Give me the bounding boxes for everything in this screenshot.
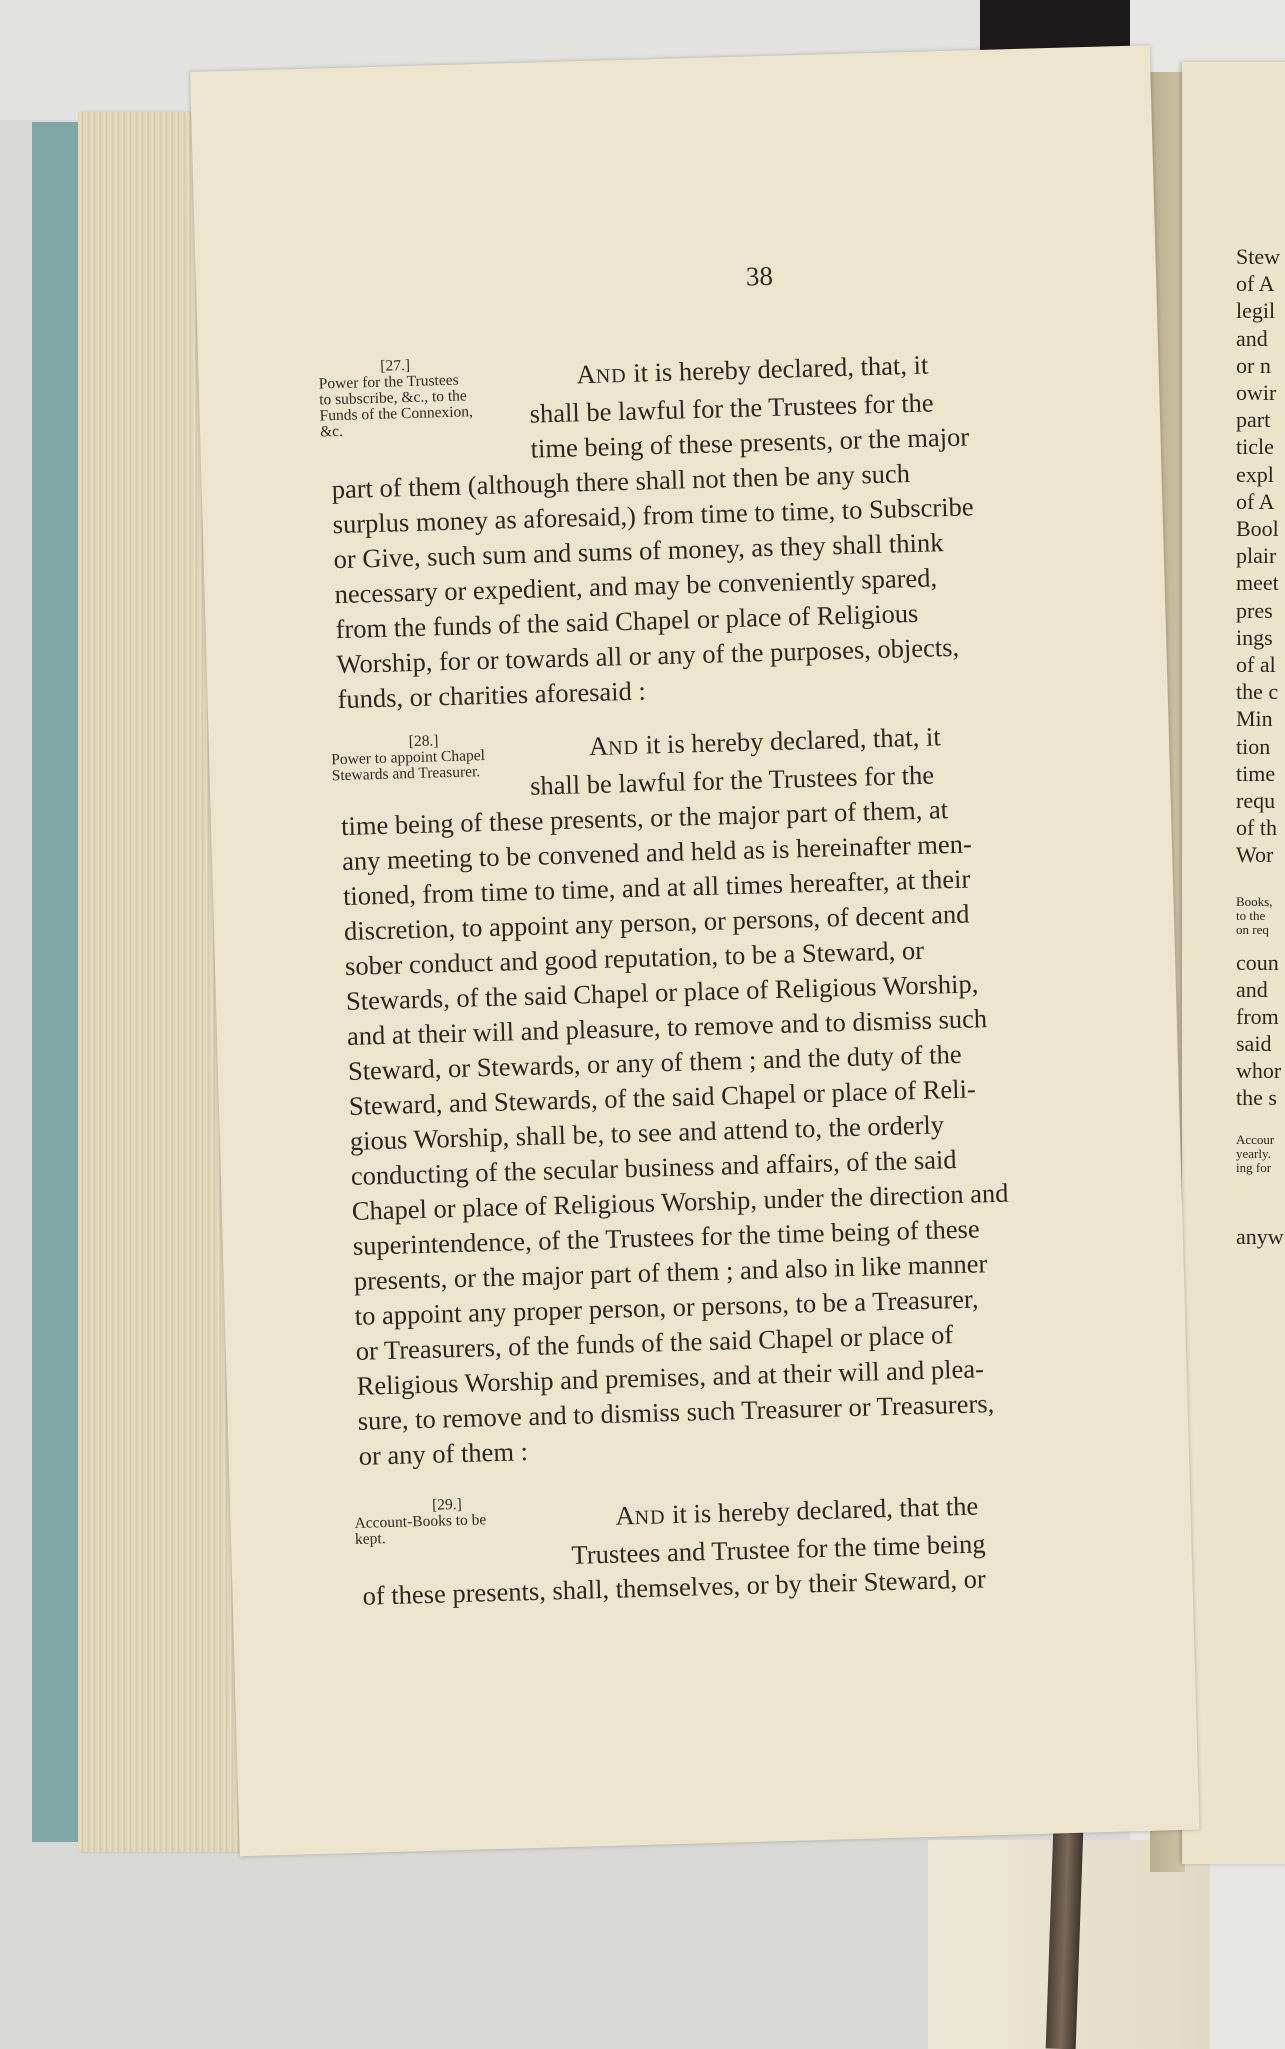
facing-text-line: Stew <box>1236 244 1280 269</box>
facing-text-line: Min <box>1236 706 1273 732</box>
sidenote-line: &c. <box>319 422 344 441</box>
section-29-text <box>360 1486 1063 1614</box>
text-line: sober conduct and good reputation, to be a Steward, or <box>344 934 925 982</box>
facing-sidenote-line: ing for <box>1236 1160 1272 1175</box>
section-27-text <box>328 345 1018 717</box>
text-line: of these presents, shall, themselves, or by their Steward, or <box>362 1563 987 1611</box>
facing-sidenote-line: Books, <box>1236 894 1273 909</box>
sidenote-number: [29.] <box>431 1495 463 1514</box>
text-line: Trustees and Trustee for the time being <box>571 1528 986 1570</box>
facing-text-line: of A <box>1236 271 1275 297</box>
facing-text-line: the c <box>1236 679 1279 705</box>
text-line: any meeting to be convened and held as is hereinafter men- <box>341 828 973 877</box>
text-line: sure, to remove and to dismiss such Treasurer or Treasurers, <box>357 1388 995 1436</box>
text-line: surplus money as aforesaid,) from time to time, to Subscribe <box>332 491 974 540</box>
text-line: part of them (although there shall not then be any such <box>331 458 911 505</box>
facing-page <box>1182 62 1285 1864</box>
text-line: time being of these presents, or the major <box>530 421 970 464</box>
sidenote-line: Power to appoint Chapel <box>331 747 486 769</box>
text-line: discretion, to appoint any person, or persons, of decent and <box>343 898 970 947</box>
facing-text-line: meet <box>1236 570 1279 596</box>
text-line: AND it is hereby declared, that the <box>615 1490 979 1531</box>
facing-text-line: expl <box>1236 461 1274 487</box>
sidenote-number: [27.] <box>380 356 411 375</box>
facing-text-line: and <box>1236 977 1268 1002</box>
text-line: AND it is hereby declared, that, it <box>576 349 929 390</box>
facing-text-line: legil <box>1236 298 1276 324</box>
facing-text-line: said <box>1236 1031 1272 1056</box>
text-line: to appoint any proper person, or persons, to be a Treasurer, <box>354 1283 979 1331</box>
sidenote-line: Power for the Trustees <box>318 371 459 393</box>
text-line: Steward, and Stewards, of the said Chapel or place of Reli- <box>348 1073 977 1121</box>
facing-sidenote-line: to the <box>1236 908 1266 923</box>
text-line: from the funds of the said Chapel or place of Religious <box>335 597 919 645</box>
facing-text-line: tion <box>1236 733 1271 759</box>
facing-text-line: plair <box>1236 543 1277 569</box>
facing-text-line: of th <box>1236 815 1277 841</box>
text-line: tioned, from time to time, and at all times hereafter, at their <box>342 863 971 912</box>
text-line: shall be lawful for the Trustees for the <box>529 387 934 429</box>
text-line: Worship, for or towards all or any of the purposes, objects, <box>336 631 960 680</box>
facing-text-line: from <box>1236 1004 1279 1029</box>
facing-text-line: of A <box>1236 488 1275 514</box>
facing-text-line: or n <box>1236 352 1271 378</box>
facing-text-line: Wor <box>1236 842 1274 868</box>
text-line: Stewards, of the said Chapel or place of Religious Worship, <box>345 968 979 1017</box>
facing-text-line: coun <box>1236 950 1279 975</box>
main-page <box>190 45 1199 1856</box>
facing-sidenote-line: Accour <box>1236 1132 1275 1147</box>
sidenote-line: kept. <box>354 1530 386 1548</box>
facing-text-line: requ <box>1236 788 1276 813</box>
text-line: Religious Worship and premises, and at their will and plea- <box>356 1353 985 1401</box>
text-line: necessary or expedient, and may be conveniently spared, <box>334 562 938 610</box>
facing-text-line: and <box>1236 325 1268 351</box>
sidenote-line: Funds of the Connexion, <box>319 403 474 425</box>
facing-sidenote-line: on req <box>1236 922 1269 937</box>
text-line: time being of these presents, or the major part of them, at <box>340 794 949 842</box>
page-number: 38 <box>745 260 774 292</box>
text-line: Steward, or Stewards, or any of them ; and the duty of the <box>347 1038 962 1086</box>
text-line: shall be lawful for the Trustees for the <box>529 759 935 801</box>
sidenote-number: [28.] <box>408 732 439 751</box>
sidenote-line: Account-Books to be <box>354 1511 487 1532</box>
text-line: and at their will and pleasure, to remove and to dismiss such <box>346 1003 988 1051</box>
text-line: superintendence, of the Trustees for the time being of these <box>352 1213 981 1261</box>
text-line: Chapel or place of Religious Worship, under the direction and <box>351 1177 1009 1226</box>
facing-text-line: of al <box>1236 652 1276 677</box>
text-line: AND it is hereby declared, that, it <box>588 721 941 762</box>
text-line: gious Worship, shall be, to see and attend to, the orderly <box>349 1109 945 1156</box>
sidenote-line: to subscribe, &c., to the <box>318 387 468 409</box>
sidenote-line: Stewards and Treasurer. <box>331 763 481 785</box>
facing-text-line: time <box>1236 760 1276 786</box>
facing-text-line: owir <box>1236 380 1277 405</box>
section-28-text <box>339 717 1059 1474</box>
facing-text-line: whor <box>1236 1058 1282 1083</box>
text-line: presents, or the major part of them ; and also in like manner <box>353 1248 988 1296</box>
text-line: funds, or charities aforesaid : <box>337 675 647 715</box>
facing-text-line: ticle <box>1236 434 1274 460</box>
text-line: or any of them : <box>358 1436 529 1471</box>
facing-text-line: ings <box>1236 624 1273 650</box>
facing-text-line: Bool <box>1236 516 1279 541</box>
facing-sidenote-line: yearly. <box>1236 1146 1271 1161</box>
facing-text-line: anyw <box>1236 1224 1284 1249</box>
text-line: or Treasurers, of the funds of the said Chapel or place of <box>355 1319 954 1366</box>
facing-text-line: part <box>1236 407 1271 433</box>
text-line: or Give, such sum and sums of money, as they shall think <box>333 527 944 575</box>
text-line: conducting of the secular business and affairs, of the said <box>350 1144 957 1191</box>
facing-text-line: the s <box>1236 1085 1277 1110</box>
facing-text-line: pres <box>1236 597 1273 623</box>
